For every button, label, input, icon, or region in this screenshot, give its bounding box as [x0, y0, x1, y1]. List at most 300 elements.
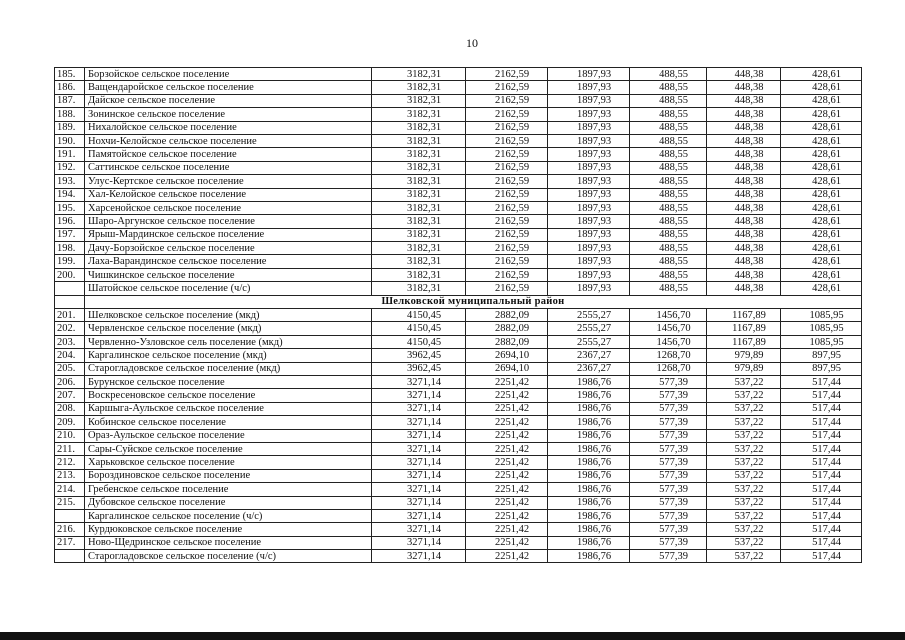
value-cell: 3182,31	[372, 68, 466, 81]
value-cell: 3271,14	[372, 416, 466, 429]
value-cell: 1456,70	[630, 309, 707, 322]
value-cell: 488,55	[630, 282, 707, 295]
value-cell: 2251,42	[466, 536, 548, 549]
value-cell: 3182,31	[372, 242, 466, 255]
value-cell: 1897,93	[548, 255, 630, 268]
value-cell: 1897,93	[548, 201, 630, 214]
value-cell: 2882,09	[466, 322, 548, 335]
settlement-name: Сары-Суйское сельское поселение	[85, 442, 372, 455]
table-row	[55, 242, 862, 255]
settlement-name: Червленно-Узловское сель поселение (мкд)	[85, 335, 372, 348]
table-row	[55, 255, 862, 268]
table-row	[55, 81, 862, 94]
row-number: 210.	[55, 429, 85, 442]
value-cell: 2555,27	[548, 309, 630, 322]
value-cell: 488,55	[630, 81, 707, 94]
settlement-name: Лаха-Варандинское сельское поселение	[85, 255, 372, 268]
value-cell: 3182,31	[372, 121, 466, 134]
table-row	[55, 161, 862, 174]
value-cell: 2251,42	[466, 483, 548, 496]
settlement-name: Каршыга-Аульское сельское поселение	[85, 402, 372, 415]
table-row	[55, 148, 862, 161]
row-number: 189.	[55, 121, 85, 134]
table-row	[55, 201, 862, 214]
value-cell: 428,61	[781, 81, 862, 94]
value-cell: 3182,31	[372, 215, 466, 228]
value-cell: 1986,76	[548, 375, 630, 388]
value-cell: 3271,14	[372, 483, 466, 496]
value-cell: 577,39	[630, 550, 707, 563]
value-cell: 2162,59	[466, 161, 548, 174]
value-cell: 2251,42	[466, 456, 548, 469]
table-row	[55, 335, 862, 348]
value-cell: 517,44	[781, 389, 862, 402]
value-cell: 577,39	[630, 375, 707, 388]
value-cell: 1268,70	[630, 362, 707, 375]
settlement-name: Дачу-Борзойское сельское поселение	[85, 242, 372, 255]
value-cell: 3271,14	[372, 389, 466, 402]
settlement-name: Каргалинское сельское поселение (мкд)	[85, 349, 372, 362]
value-cell: 2162,59	[466, 242, 548, 255]
value-cell: 428,61	[781, 282, 862, 295]
value-cell: 1986,76	[548, 456, 630, 469]
row-number: 203.	[55, 335, 85, 348]
settlement-name: Ващендаройское сельское поселение	[85, 81, 372, 94]
value-cell: 577,39	[630, 483, 707, 496]
row-number	[55, 509, 85, 522]
value-cell: 488,55	[630, 148, 707, 161]
value-cell: 517,44	[781, 550, 862, 563]
value-cell: 3182,31	[372, 268, 466, 281]
value-cell: 1986,76	[548, 389, 630, 402]
value-cell: 1986,76	[548, 469, 630, 482]
settlement-name: Старогладовское сельское поселение (мкд)	[85, 362, 372, 375]
value-cell: 537,22	[707, 483, 781, 496]
settlement-name: Червленское сельское поселение (мкд)	[85, 322, 372, 335]
value-cell: 2251,42	[466, 469, 548, 482]
settlement-name: Саттинское сельское поселение	[85, 161, 372, 174]
value-cell: 448,38	[707, 188, 781, 201]
settlement-name: Старогладовское сельское поселение (ч/с)	[85, 550, 372, 563]
value-cell: 3271,14	[372, 523, 466, 536]
table-row	[55, 509, 862, 522]
row-number: 198.	[55, 242, 85, 255]
value-cell: 2162,59	[466, 81, 548, 94]
value-cell: 537,22	[707, 509, 781, 522]
value-cell: 448,38	[707, 215, 781, 228]
value-cell: 517,44	[781, 375, 862, 388]
value-cell: 1897,93	[548, 268, 630, 281]
value-cell: 448,38	[707, 175, 781, 188]
value-cell: 3271,14	[372, 550, 466, 563]
value-cell: 4150,45	[372, 309, 466, 322]
row-number: 204.	[55, 349, 85, 362]
settlement-name: Бороздиновское сельское поселение	[85, 469, 372, 482]
settlement-name: Улус-Кертское сельское поселение	[85, 175, 372, 188]
table-row	[55, 108, 862, 121]
value-cell: 1268,70	[630, 349, 707, 362]
row-number: 208.	[55, 402, 85, 415]
settlement-name: Чишкинское сельское поселение	[85, 268, 372, 281]
value-cell: 537,22	[707, 536, 781, 549]
value-cell: 3271,14	[372, 456, 466, 469]
settlement-name: Шатойское сельское поселение (ч/с)	[85, 282, 372, 295]
value-cell: 488,55	[630, 268, 707, 281]
value-cell: 448,38	[707, 242, 781, 255]
table-row	[55, 429, 862, 442]
value-cell: 3271,14	[372, 496, 466, 509]
table-row	[55, 536, 862, 549]
table-row	[55, 188, 862, 201]
value-cell: 1897,93	[548, 134, 630, 147]
value-cell: 3182,31	[372, 228, 466, 241]
value-cell: 517,44	[781, 536, 862, 549]
table-row	[55, 523, 862, 536]
value-cell: 3182,31	[372, 108, 466, 121]
value-cell: 537,22	[707, 496, 781, 509]
value-cell: 448,38	[707, 81, 781, 94]
value-cell: 2251,42	[466, 509, 548, 522]
value-cell: 4150,45	[372, 335, 466, 348]
row-number: 209.	[55, 416, 85, 429]
value-cell: 3271,14	[372, 442, 466, 455]
value-cell: 3182,31	[372, 255, 466, 268]
row-number: 186.	[55, 81, 85, 94]
value-cell: 1897,93	[548, 81, 630, 94]
settlement-name: Дубовское сельское поселение	[85, 496, 372, 509]
row-number: 212.	[55, 456, 85, 469]
value-cell: 448,38	[707, 282, 781, 295]
value-cell: 448,38	[707, 94, 781, 107]
scan-edge-bar	[0, 632, 905, 640]
value-cell: 577,39	[630, 469, 707, 482]
value-cell: 577,39	[630, 536, 707, 549]
value-cell: 3182,31	[372, 175, 466, 188]
value-cell: 537,22	[707, 416, 781, 429]
row-number: 211.	[55, 442, 85, 455]
value-cell: 1986,76	[548, 496, 630, 509]
row-number: 191.	[55, 148, 85, 161]
table-row	[55, 402, 862, 415]
value-cell: 428,61	[781, 108, 862, 121]
value-cell: 577,39	[630, 509, 707, 522]
value-cell: 1167,89	[707, 335, 781, 348]
value-cell: 517,44	[781, 523, 862, 536]
value-cell: 517,44	[781, 469, 862, 482]
value-cell: 2251,42	[466, 416, 548, 429]
settlement-name: Харьковское сельское поселение	[85, 456, 372, 469]
table-row	[55, 228, 862, 241]
value-cell: 448,38	[707, 148, 781, 161]
value-cell: 2694,10	[466, 349, 548, 362]
value-cell: 517,44	[781, 402, 862, 415]
value-cell: 2162,59	[466, 228, 548, 241]
value-cell: 488,55	[630, 134, 707, 147]
value-cell: 517,44	[781, 416, 862, 429]
value-cell: 488,55	[630, 108, 707, 121]
row-number: 202.	[55, 322, 85, 335]
value-cell: 448,38	[707, 108, 781, 121]
table-row	[55, 121, 862, 134]
value-cell: 448,38	[707, 121, 781, 134]
value-cell: 428,61	[781, 255, 862, 268]
value-cell: 1897,93	[548, 282, 630, 295]
row-number: 217.	[55, 536, 85, 549]
value-cell: 979,89	[707, 349, 781, 362]
row-number: 215.	[55, 496, 85, 509]
value-cell: 428,61	[781, 175, 862, 188]
row-number: 205.	[55, 362, 85, 375]
table-row	[55, 362, 862, 375]
value-cell: 1986,76	[548, 550, 630, 563]
settlement-name: Борзойское сельское поселение	[85, 68, 372, 81]
row-number: 206.	[55, 375, 85, 388]
value-cell: 1897,93	[548, 188, 630, 201]
settlement-name: Курдюковское сельское поселение	[85, 523, 372, 536]
value-cell: 3182,31	[372, 81, 466, 94]
value-cell: 517,44	[781, 456, 862, 469]
value-cell: 488,55	[630, 215, 707, 228]
value-cell: 488,55	[630, 161, 707, 174]
value-cell: 577,39	[630, 456, 707, 469]
value-cell: 448,38	[707, 68, 781, 81]
section-title: Шелковской муниципальный район	[85, 295, 862, 308]
value-cell: 448,38	[707, 201, 781, 214]
value-cell: 2367,27	[548, 362, 630, 375]
value-cell: 897,95	[781, 349, 862, 362]
settlement-name: Хал-Келойское сельское поселение	[85, 188, 372, 201]
value-cell: 428,61	[781, 215, 862, 228]
row-number: 195.	[55, 201, 85, 214]
value-cell: 448,38	[707, 228, 781, 241]
value-cell: 488,55	[630, 94, 707, 107]
value-cell: 537,22	[707, 429, 781, 442]
settlement-name: Гребенское сельское поселение	[85, 483, 372, 496]
row-number: 192.	[55, 161, 85, 174]
value-cell: 1986,76	[548, 483, 630, 496]
value-cell: 1167,89	[707, 309, 781, 322]
table-row	[55, 68, 862, 81]
value-cell: 428,61	[781, 201, 862, 214]
value-cell: 2162,59	[466, 134, 548, 147]
value-cell: 2251,42	[466, 375, 548, 388]
table-row	[55, 550, 862, 563]
table-row	[55, 309, 862, 322]
settlement-name: Зонинское сельское поселение	[85, 108, 372, 121]
value-cell: 1897,93	[548, 108, 630, 121]
settlement-name: Нихалойское сельское поселение	[85, 121, 372, 134]
value-cell: 1986,76	[548, 509, 630, 522]
settlement-name: Шаро-Аргунское сельское поселение	[85, 215, 372, 228]
value-cell: 428,61	[781, 188, 862, 201]
settlement-name: Кобинское сельское поселение	[85, 416, 372, 429]
table-row	[55, 134, 862, 147]
value-cell: 2251,42	[466, 496, 548, 509]
table-row	[55, 483, 862, 496]
page-number: 10	[466, 36, 478, 50]
value-cell: 537,22	[707, 550, 781, 563]
value-cell: 448,38	[707, 268, 781, 281]
value-cell: 448,38	[707, 255, 781, 268]
value-cell: 537,22	[707, 442, 781, 455]
value-cell: 1085,95	[781, 309, 862, 322]
value-cell: 3271,14	[372, 375, 466, 388]
value-cell: 2251,42	[466, 442, 548, 455]
value-cell: 428,61	[781, 68, 862, 81]
table-row	[55, 349, 862, 362]
value-cell: 2694,10	[466, 362, 548, 375]
table-row	[55, 469, 862, 482]
value-cell: 488,55	[630, 228, 707, 241]
value-cell: 3962,45	[372, 362, 466, 375]
value-cell: 488,55	[630, 242, 707, 255]
value-cell: 2251,42	[466, 523, 548, 536]
value-cell: 517,44	[781, 442, 862, 455]
value-cell: 2162,59	[466, 255, 548, 268]
settlement-name: Ораз-Аульское сельское поселение	[85, 429, 372, 442]
table-row	[55, 389, 862, 402]
value-cell: 537,22	[707, 523, 781, 536]
table-row	[55, 496, 862, 509]
value-cell: 3182,31	[372, 282, 466, 295]
value-cell: 3271,14	[372, 402, 466, 415]
table-row	[55, 416, 862, 429]
value-cell: 428,61	[781, 268, 862, 281]
value-cell: 2162,59	[466, 268, 548, 281]
value-cell: 1897,93	[548, 242, 630, 255]
value-cell: 1456,70	[630, 335, 707, 348]
row-number: 187.	[55, 94, 85, 107]
value-cell: 2162,59	[466, 215, 548, 228]
value-cell: 1986,76	[548, 429, 630, 442]
table-row	[55, 94, 862, 107]
table-row	[55, 375, 862, 388]
value-cell: 488,55	[630, 188, 707, 201]
value-cell: 537,22	[707, 402, 781, 415]
value-cell: 517,44	[781, 429, 862, 442]
value-cell: 1897,93	[548, 228, 630, 241]
table-row	[55, 175, 862, 188]
settlement-name: Харсенойское сельское поселение	[85, 201, 372, 214]
settlement-name: Ярыш-Мардинское сельское поселение	[85, 228, 372, 241]
value-cell: 488,55	[630, 121, 707, 134]
value-cell: 1897,93	[548, 148, 630, 161]
value-cell: 2162,59	[466, 148, 548, 161]
value-cell: 979,89	[707, 362, 781, 375]
value-cell: 2251,42	[466, 550, 548, 563]
value-cell: 1897,93	[548, 94, 630, 107]
value-cell: 3271,14	[372, 469, 466, 482]
settlement-name: Воскресеновское сельское поселение	[85, 389, 372, 402]
value-cell: 448,38	[707, 134, 781, 147]
value-cell: 2555,27	[548, 322, 630, 335]
settlement-name: Бурунское сельское поселение	[85, 375, 372, 388]
row-number	[55, 550, 85, 563]
value-cell: 2162,59	[466, 282, 548, 295]
value-cell: 488,55	[630, 201, 707, 214]
settlement-name: Каргалинское сельское поселение (ч/с)	[85, 509, 372, 522]
row-number: 193.	[55, 175, 85, 188]
row-number: 214.	[55, 483, 85, 496]
row-number	[55, 282, 85, 295]
settlement-name: Ново-Щедринское сельское поселение	[85, 536, 372, 549]
table-row	[55, 322, 862, 335]
value-cell: 2162,59	[466, 68, 548, 81]
value-cell: 537,22	[707, 389, 781, 402]
value-cell: 2162,59	[466, 94, 548, 107]
value-cell: 2162,59	[466, 188, 548, 201]
row-number: 207.	[55, 389, 85, 402]
index-cell	[55, 295, 85, 308]
value-cell: 4150,45	[372, 322, 466, 335]
value-cell: 1085,95	[781, 335, 862, 348]
value-cell: 577,39	[630, 429, 707, 442]
value-cell: 3182,31	[372, 134, 466, 147]
value-cell: 428,61	[781, 94, 862, 107]
value-cell: 1986,76	[548, 402, 630, 415]
table-body	[55, 68, 862, 563]
value-cell: 3271,14	[372, 536, 466, 549]
value-cell: 1897,93	[548, 68, 630, 81]
table-row	[55, 282, 862, 295]
value-cell: 1986,76	[548, 523, 630, 536]
value-cell: 1897,93	[548, 121, 630, 134]
value-cell: 3182,31	[372, 94, 466, 107]
value-cell: 1986,76	[548, 536, 630, 549]
section-row	[55, 295, 862, 308]
row-number: 185.	[55, 68, 85, 81]
settlement-name: Нохчи-Келойское сельское поселение	[85, 134, 372, 147]
value-cell: 2162,59	[466, 201, 548, 214]
value-cell: 428,61	[781, 134, 862, 147]
tariff-table	[54, 67, 862, 563]
value-cell: 428,61	[781, 242, 862, 255]
value-cell: 3182,31	[372, 148, 466, 161]
value-cell: 488,55	[630, 255, 707, 268]
value-cell: 488,55	[630, 175, 707, 188]
value-cell: 1897,93	[548, 175, 630, 188]
table-row	[55, 456, 862, 469]
value-cell: 1456,70	[630, 322, 707, 335]
value-cell: 2555,27	[548, 335, 630, 348]
value-cell: 537,22	[707, 469, 781, 482]
value-cell: 1986,76	[548, 416, 630, 429]
value-cell: 1897,93	[548, 215, 630, 228]
value-cell: 537,22	[707, 456, 781, 469]
value-cell: 2367,27	[548, 349, 630, 362]
row-number: 190.	[55, 134, 85, 147]
row-number: 196.	[55, 215, 85, 228]
row-number: 213.	[55, 469, 85, 482]
value-cell: 2251,42	[466, 429, 548, 442]
value-cell: 2162,59	[466, 175, 548, 188]
value-cell: 517,44	[781, 496, 862, 509]
value-cell: 577,39	[630, 416, 707, 429]
table-row	[55, 442, 862, 455]
value-cell: 2251,42	[466, 402, 548, 415]
value-cell: 428,61	[781, 228, 862, 241]
value-cell: 517,44	[781, 509, 862, 522]
row-number: 199.	[55, 255, 85, 268]
table-row	[55, 215, 862, 228]
value-cell: 577,39	[630, 402, 707, 415]
value-cell: 1897,93	[548, 161, 630, 174]
value-cell: 3182,31	[372, 161, 466, 174]
value-cell: 2882,09	[466, 309, 548, 322]
value-cell: 448,38	[707, 161, 781, 174]
value-cell: 1986,76	[548, 442, 630, 455]
value-cell: 577,39	[630, 523, 707, 536]
